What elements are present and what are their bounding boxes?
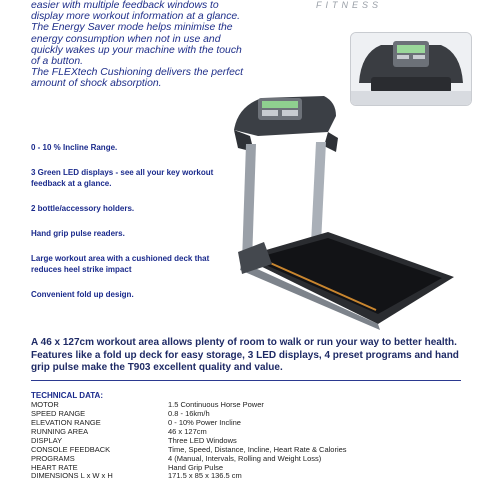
technical-data-heading: TECHNICAL DATA: bbox=[31, 391, 103, 400]
intro-line: easier with multiple feedback windows to bbox=[31, 0, 219, 11]
spec-label: SPEED RANGE bbox=[31, 409, 86, 418]
spec-value: 0 - 10% Power Incline bbox=[168, 418, 241, 427]
spec-label: ELEVATION RANGE bbox=[31, 418, 101, 427]
spec-value: Time, Speed, Distance, Incline, Heart Rate & Calories bbox=[168, 445, 347, 454]
spec-value: 4 (Manual, Intervals, Rolling and Weight Loss) bbox=[168, 454, 322, 463]
brand-logo: FITNESS bbox=[316, 0, 383, 10]
spec-label: PROGRAMS bbox=[31, 454, 75, 463]
spec-label: DISPLAY bbox=[31, 436, 63, 445]
intro-line: The FLEXtech Cushioning delivers the perfect bbox=[31, 67, 243, 79]
feature-item: Hand grip pulse readers. bbox=[31, 229, 125, 238]
intro-line: display more workout information at a glance. bbox=[31, 11, 241, 23]
intro-line: quickly wakes up your machine with the touch bbox=[31, 44, 242, 56]
intro-line: energy consumption when not in use and bbox=[31, 33, 221, 45]
feature-list bbox=[31, 142, 241, 314]
spec-label: HEART RATE bbox=[31, 463, 78, 472]
spec-value: 171.5 x 85 x 136.5 cm bbox=[168, 471, 242, 480]
spec-label: MOTOR bbox=[31, 400, 59, 409]
intro-line: The Energy Saver mode helps minimise the bbox=[31, 22, 233, 34]
intro-line: amount of shock absorption. bbox=[31, 78, 162, 90]
feature-item: Convenient fold up design. bbox=[31, 290, 134, 299]
feature-item: Large workout area with a cushioned deck that reduces heel strike impact bbox=[31, 254, 210, 274]
intro-paragraph bbox=[31, 0, 331, 90]
treadmill-image bbox=[228, 92, 454, 332]
spec-value: Hand Grip Pulse bbox=[168, 463, 224, 472]
spec-label: RUNNING AREA bbox=[31, 427, 89, 436]
spec-value: 1.5 Continuous Horse Power bbox=[168, 400, 264, 409]
spec-value: 46 x 127cm bbox=[168, 427, 207, 436]
spec-value: 0.8 - 16km/h bbox=[168, 409, 210, 418]
feature-item: 2 bottle/accessory holders. bbox=[31, 204, 135, 213]
spec-label: CONSOLE FEEDBACK bbox=[31, 445, 111, 454]
summary-paragraph: A 46 x 127cm workout area allows plenty of room to walk or run your way to better health. Features like a fold up deck for easy storage, 3 LED displays, 4 preset programs and hand grip pulse make the T903 excellent quality and value. bbox=[31, 337, 459, 373]
spec-value: Three LED Windows bbox=[168, 436, 237, 445]
spec-label: DIMENSIONS L x W x H bbox=[31, 471, 113, 480]
intro-line: of a button. bbox=[31, 56, 83, 68]
feature-item: 0 - 10 % Incline Range. bbox=[31, 143, 118, 152]
feature-item: 3 Green LED displays - see all your key workout feedback at a glance. bbox=[31, 168, 214, 188]
section-divider bbox=[31, 380, 461, 381]
